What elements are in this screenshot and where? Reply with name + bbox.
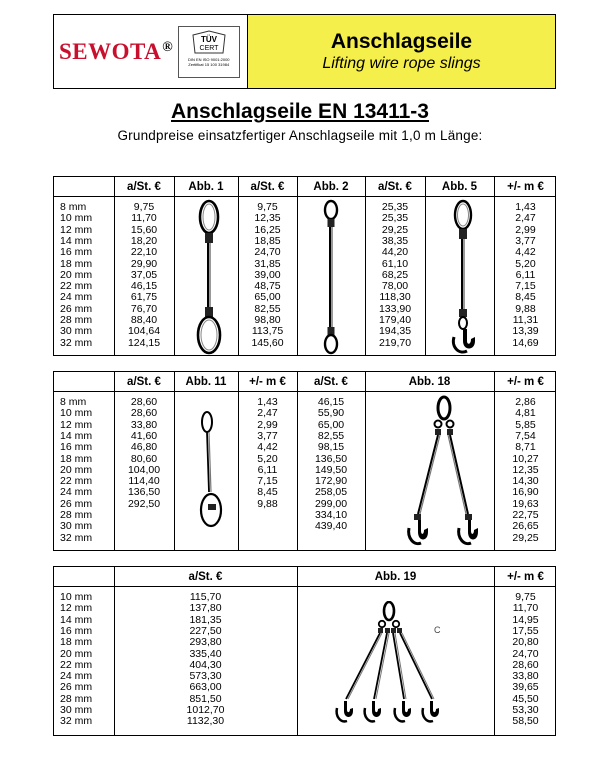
stray-mark: C [434,625,441,635]
price-per-meter: 3,77 [515,234,536,247]
col-header-abb18: Abb. 18 [408,376,451,388]
price-per-meter: 5,20 [257,452,278,465]
rope-size: 28 mm [60,509,93,521]
rope-size: 24 mm [60,670,93,683]
col-header-per-meter: +/- m € [507,571,544,583]
rope-size: 30 mm [60,704,93,716]
price-abb18: 82,55 [317,429,345,442]
col-header-abb11: Abb. 11 [185,376,227,388]
price-abb1: 9,75 [133,201,155,213]
rope-size: 18 mm [60,636,93,649]
price-abb19: 137,80 [189,602,222,615]
cert-standard: DIN EN ISO 9001:2000 [187,56,230,62]
price-abb19: 181,35 [189,613,222,626]
price-abb2: 98,80 [254,314,281,326]
rope-size: 16 mm [60,246,93,259]
rope-size: 10 mm [60,407,93,420]
price-abb19: 851,50 [189,692,222,705]
price-abb18: 439,40 [314,520,348,533]
price-abb5: 25,35 [381,201,409,213]
price-abb11: 80,60 [130,452,158,465]
rope-size: 14 mm [60,234,93,247]
price-abb19: 293,80 [189,636,222,649]
price-abb2: 39,00 [254,268,281,281]
price-per-meter: 3,77 [257,429,278,442]
price-per-meter: 12,35 [512,463,539,476]
price-abb5: 78,00 [381,280,409,293]
price-abb18: 334,10 [314,509,348,521]
rope-size: 16 mm [60,624,93,637]
rope-size: 28 mm [60,314,93,326]
price-per-meter: 2,99 [257,418,278,431]
registered-mark: ® [162,39,173,55]
rope-size: 26 mm [60,302,93,315]
price-per-meter: 7,15 [257,475,278,488]
price-abb18: 55,90 [317,407,345,420]
price-abb19: 663,00 [189,681,222,694]
rope-size: 32 mm [60,336,93,349]
rope-size: 22 mm [60,475,93,488]
tuv-cert-badge [178,26,240,78]
rope-size: 20 mm [60,647,93,660]
price-abb19: 404,30 [189,658,222,671]
col-header-per-meter: +/- m € [249,376,286,388]
rope-size: 32 mm [60,531,93,544]
price-abb19: 1132,30 [186,715,225,728]
col-header-price: a/St. € [127,181,161,193]
price-abb11: 292,50 [127,497,161,510]
rope-size: 20 mm [60,268,93,281]
rope-size: 26 mm [60,681,93,694]
col-header-price: a/St. € [250,181,285,193]
rope-size: 20 mm [60,463,93,476]
price-per-meter: 8,71 [515,441,536,454]
price-per-meter: 14,69 [512,336,539,349]
cert-number: Zertifikat 15 100 31984 [188,61,230,67]
price-per-meter: 8,45 [515,291,536,304]
price-abb1: 104,64 [127,325,161,338]
abb1-sling-illustration [194,199,224,355]
abb2-sling-illustration [320,199,342,355]
price-per-meter: 26,65 [512,520,539,533]
price-abb2: 145,60 [251,336,284,349]
price-abb1: 46,15 [130,280,158,293]
col-header-price: a/St. € [378,181,412,193]
price-abb1: 18,20 [130,234,158,247]
price-abb19: 227,50 [189,624,222,637]
rope-size: 26 mm [60,497,93,510]
price-table-2 [53,371,556,551]
price-per-meter: 7,15 [515,280,536,293]
price-abb1: 76,70 [130,302,158,315]
price-abb18: 98,15 [317,441,345,454]
price-table-1 [53,176,556,356]
price-abb2: 31,85 [254,257,281,270]
price-abb11: 33,80 [130,418,158,431]
price-per-meter: 16,90 [512,486,539,499]
col-header-price: a/St. € [188,571,223,583]
price-per-meter: 24,70 [512,647,539,660]
page-header [53,14,556,89]
abb18-two-leg-sling-illustration [404,394,484,550]
price-abb11: 136,50 [127,486,161,499]
rope-size: 16 mm [60,441,93,454]
page-subtitle: Grundpreise einsatzfertiger Anschlagseile mit 1,0 m Länge: [117,128,483,143]
rope-size: 32 mm [60,715,93,728]
cert-line2: CERT [199,44,219,52]
price-abb11: 104,00 [127,463,161,476]
price-abb5: 44,20 [381,246,409,259]
price-abb5: 29,25 [381,223,409,236]
price-per-meter: 6,11 [515,268,536,281]
price-abb11: 28,60 [130,407,158,420]
price-per-meter: 2,47 [515,212,536,225]
rope-size: 30 mm [60,325,93,338]
col-header-abb1: Abb. 1 [188,181,224,193]
price-per-meter: 8,45 [257,486,278,499]
header-title-area [248,15,555,88]
rope-size: 8 mm [60,396,87,408]
price-per-meter: 1,43 [257,396,278,408]
price-abb1: 22,10 [130,246,158,259]
price-abb5: 61,10 [381,257,409,270]
price-abb11: 114,40 [128,475,160,488]
price-per-meter: 5,85 [515,418,536,431]
price-abb11: 46,80 [130,441,158,454]
price-per-meter: 20,80 [512,636,539,649]
price-per-meter: 14,95 [512,613,539,626]
col-header-abb2: Abb. 2 [313,181,349,193]
price-per-meter: 2,99 [515,223,536,236]
header-title: Anschlagseile [330,29,473,53]
price-abb1: 11,70 [131,212,157,225]
rope-size: 14 mm [60,429,93,442]
price-abb18: 136,50 [314,452,348,465]
price-abb19: 335,40 [189,647,222,660]
price-abb2: 16,25 [254,223,281,236]
price-per-meter: 28,60 [512,658,539,671]
rope-size: 22 mm [60,280,93,293]
col-header-abb19: Abb. 19 [374,571,417,583]
page-title: Anschlagseile EN 13411-3 [171,100,429,123]
price-per-meter: 2,47 [257,407,278,420]
price-per-meter: 6,11 [257,463,278,476]
abb11-sling-illustration [195,410,225,530]
price-abb11: 41,60 [130,429,158,442]
rope-size: 12 mm [60,602,93,615]
price-abb5: 194,35 [378,325,412,338]
price-abb1: 29,90 [130,257,158,270]
price-abb2: 113,75 [251,325,284,338]
price-per-meter: 4,42 [257,441,278,454]
price-per-meter: 33,80 [512,670,539,683]
rope-size: 24 mm [60,486,93,499]
price-abb2: 9,75 [257,201,278,213]
price-per-meter: 5,20 [515,257,536,270]
price-abb2: 48,75 [254,280,281,293]
rope-size: 10 mm [60,212,93,225]
price-abb2: 24,70 [254,246,281,259]
price-per-meter: 9,88 [257,497,278,510]
rope-size: 18 mm [60,452,93,465]
price-per-meter: 4,42 [515,246,536,259]
price-per-meter: 17,55 [512,624,539,637]
price-abb18: 46,15 [317,396,345,408]
price-per-meter: 9,75 [515,591,536,603]
col-header-per-meter: +/- m € [507,181,544,193]
rope-size: 28 mm [60,692,93,705]
price-per-meter: 4,81 [515,407,536,420]
rope-size: 12 mm [60,223,93,236]
col-header-per-meter: +/- m € [507,376,544,388]
col-header-price: a/St. € [314,376,348,388]
rope-size: 8 mm [60,201,87,213]
price-abb1: 88,40 [130,314,158,326]
price-abb1: 15,60 [130,223,158,236]
price-abb11: 28,60 [130,396,158,408]
price-abb5: 38,35 [381,234,409,247]
price-abb18: 172,90 [314,475,348,488]
rope-size: 14 mm [60,613,93,626]
tuv-logo-icon [189,29,229,57]
price-abb2: 12,35 [254,212,281,225]
price-abb2: 18,85 [254,234,281,247]
rope-size: 12 mm [60,418,93,431]
price-abb5: 133,90 [378,302,412,315]
rope-size: 18 mm [60,257,93,270]
price-per-meter: 7,54 [515,429,536,442]
header-subtitle: Lifting wire rope slings [322,54,481,72]
price-table-3 [53,566,556,736]
cert-line1: TÜV [200,34,217,44]
price-abb5: 68,25 [381,268,409,281]
price-abb2: 65,00 [254,291,281,304]
abb19-four-leg-sling-illustration [334,601,444,729]
logo-area [54,15,248,88]
brand-logo: SEWOTA [59,38,162,64]
price-per-meter: 13,39 [512,325,539,338]
price-per-meter: 1,43 [515,201,536,213]
rope-size: 30 mm [60,520,93,533]
price-abb18: 149,50 [314,463,348,476]
rope-size: 22 mm [60,658,93,671]
price-per-meter: 29,25 [512,531,539,544]
price-per-meter: 53,30 [512,704,539,716]
price-per-meter: 11,31 [512,314,539,326]
rope-size: 24 mm [60,291,93,304]
price-abb1: 61,75 [130,291,158,304]
rope-size: 10 mm [60,591,93,603]
price-abb1: 37,05 [130,268,158,281]
price-per-meter: 14,30 [512,475,539,488]
price-abb18: 65,00 [317,418,345,431]
price-abb19: 1012,70 [186,704,225,716]
price-abb18: 299,00 [314,497,348,510]
price-per-meter: 58,50 [512,715,539,728]
col-header-price: a/St. € [127,376,161,388]
price-per-meter: 45,50 [512,692,539,705]
price-per-meter: 10,27 [512,452,539,465]
col-header-abb5: Abb. 5 [441,181,478,193]
price-per-meter: 9,88 [515,302,536,315]
price-per-meter: 22,75 [512,509,539,521]
price-abb5: 118,30 [379,291,411,304]
price-abb18: 258,05 [314,486,348,499]
price-abb1: 124,15 [127,336,161,349]
price-abb5: 219,70 [378,336,412,349]
abb5-sling-hook-illustration [449,199,481,359]
price-per-meter: 19,63 [512,497,539,510]
price-abb2: 82,55 [254,302,281,315]
price-per-meter: 2,86 [515,396,536,408]
price-abb5: 179,40 [378,314,412,326]
price-per-meter: 11,70 [512,602,539,615]
price-per-meter: 39,65 [512,681,539,694]
price-abb19: 573,30 [189,670,222,683]
price-abb19: 115,70 [189,591,222,603]
price-abb5: 25,35 [381,212,409,225]
